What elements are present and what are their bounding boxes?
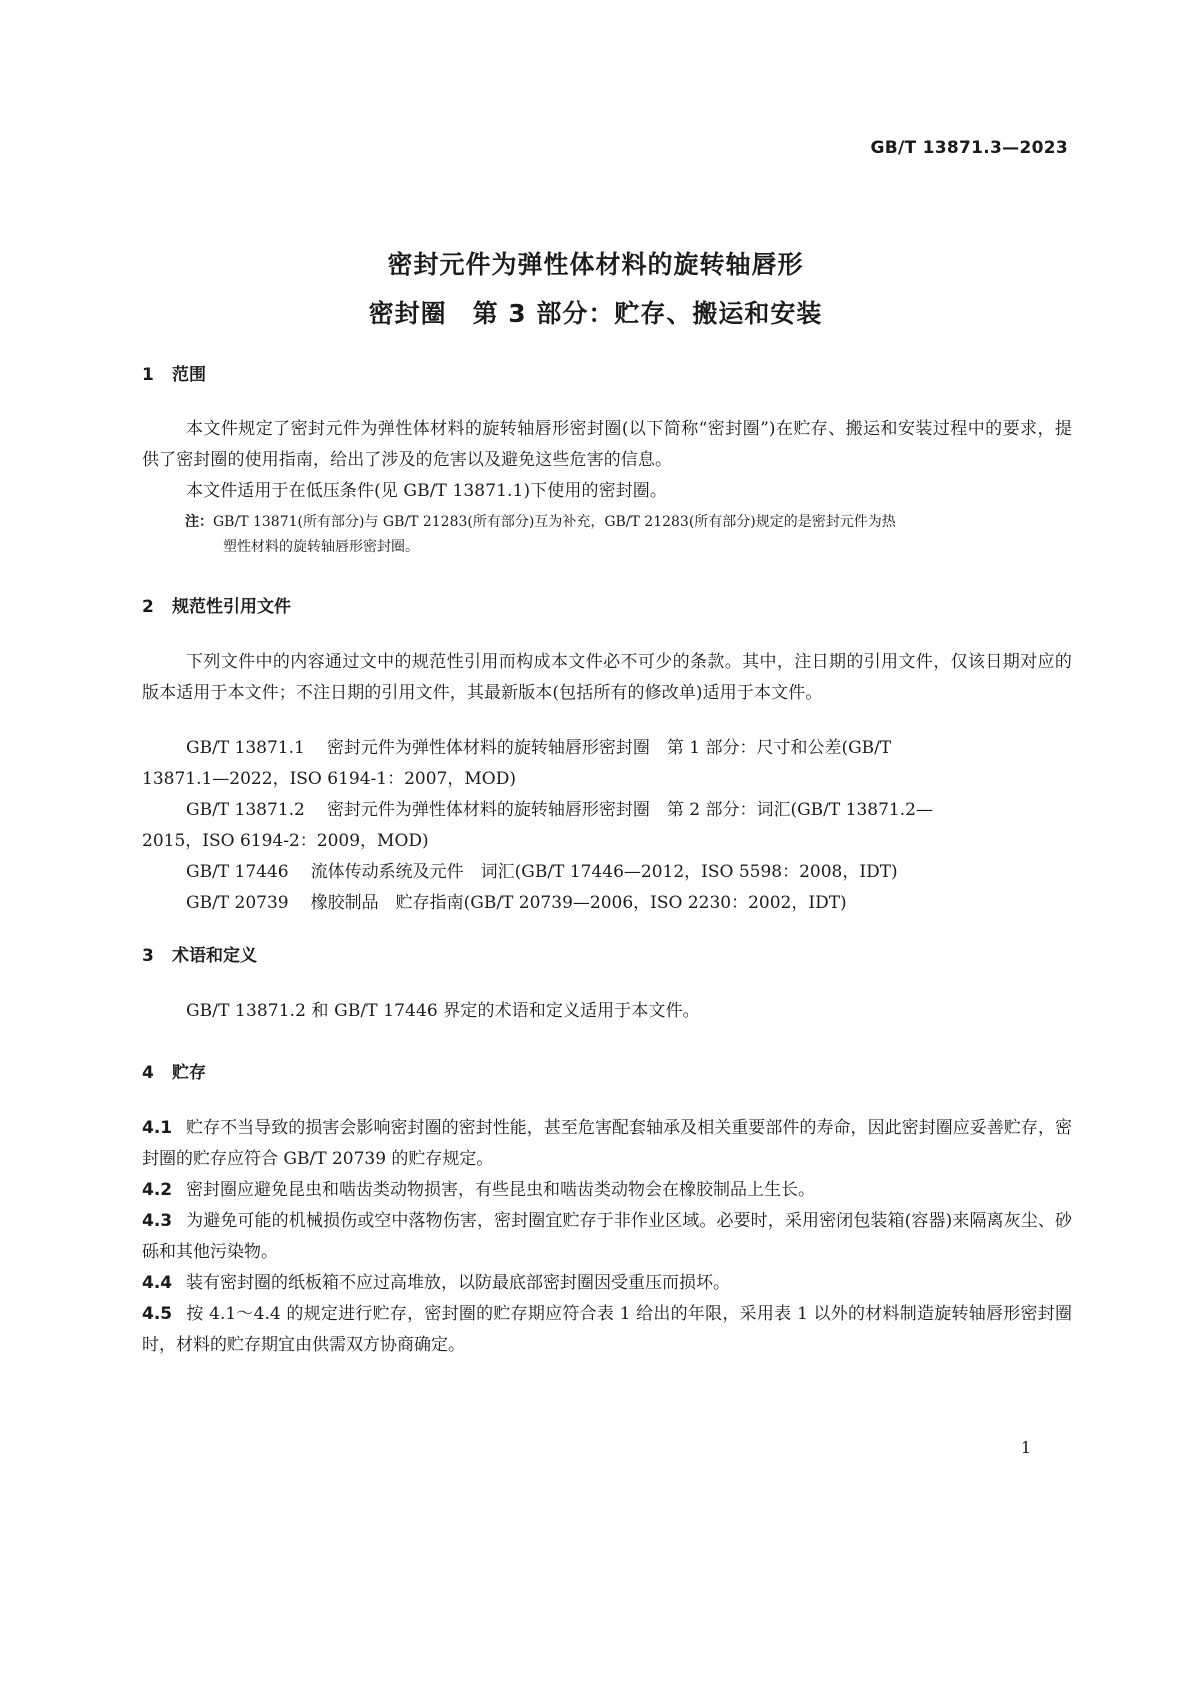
scope-paragraph-1: 本文件规定了密封元件为弹性体材料的旋转轴唇形密封圈(以下简称“密封圈”)在贮存、搬运和安装过程中的要求，提供了密封圈的使用指南，给出了涉及的危害以及避免这些危害的信息。 [142, 419, 1072, 470]
reference-code: GB/T 20739 [186, 893, 289, 913]
clause-number: 4.5 [142, 1304, 173, 1324]
section-title: 范围 [172, 365, 206, 385]
note-line-2: 塑性材料的旋转轴唇形密封圈。 [223, 539, 419, 555]
title-line-1: 密封元件为弹性体材料的旋转轴唇形 [387, 250, 804, 279]
reference-continuation: 13871.1—2022，ISO 6194-1：2007，MOD) [142, 769, 516, 789]
page-number: 1 [1020, 1438, 1031, 1457]
reference-title: 橡胶制品 贮存指南(GB/T 20739—2006，ISO 2230：2002，IDT) [310, 893, 847, 913]
clause-text: 为避免可能的机械损伤或空中落物伤害，密封圈宜贮存于非作业区域。必要时，采用密闭包装箱(容器)来隔离灰尘、砂砾和其他污染物。 [142, 1211, 1072, 1262]
section-number: 3 [142, 946, 154, 966]
reference-code: GB/T 17446 [186, 862, 289, 882]
clause-4-2 [142, 1175, 1072, 1206]
reference-item [142, 888, 1072, 919]
terms-paragraph: GB/T 13871.2 和 GB/T 17446 界定的术语和定义适用于本文件。 [186, 1001, 700, 1021]
clause-number: 4.4 [142, 1273, 173, 1293]
reference-item [142, 733, 1072, 795]
references-intro: 下列文件中的内容通过文中的规范性引用而构成本文件必不可少的条款。其中，注日期的引用文件，仅该日期对应的版本适用于本文件；不注日期的引用文件，其最新版本(包括所有的修改单)适用于本文件。 [142, 652, 1072, 703]
clause-4-3 [142, 1206, 1072, 1268]
title-line-2: 密封圈 第 3 部分：贮存、搬运和安装 [368, 299, 823, 328]
section-heading-terms [142, 941, 257, 966]
note-label: 注： [185, 514, 213, 530]
reference-item [142, 857, 1072, 888]
section-title: 规范性引用文件 [172, 597, 291, 617]
clause-4-4 [142, 1268, 1072, 1299]
clause-number: 4.2 [142, 1180, 173, 1200]
scope-note [185, 510, 1072, 560]
reference-code: GB/T 13871.2 [186, 800, 305, 820]
clause-text: 密封圈应避免昆虫和啮齿类动物损害，有些昆虫和啮齿类动物会在橡胶制品上生长。 [186, 1180, 815, 1200]
section-title: 术语和定义 [172, 946, 257, 966]
reference-code: GB/T 13871.1 [186, 738, 305, 758]
note-line-1: GB/T 13871(所有部分)与 GB/T 21283(所有部分)互为补充，GB/T 21283(所有部分)规定的是密封元件为热 [213, 514, 896, 530]
clause-text: 按 4.1～4.4 的规定进行贮存，密封圈的贮存期应符合表 1 给出的年限，采用表 1 以外的材料制造旋转轴唇形密封圈时，材料的贮存期宜由供需双方协商确定。 [142, 1304, 1072, 1355]
section-number: 4 [142, 1063, 154, 1083]
section-number: 1 [142, 365, 154, 385]
section-heading-scope [142, 360, 206, 385]
reference-item [142, 795, 1072, 857]
clause-4-5 [142, 1299, 1072, 1361]
reference-title: 密封元件为弹性体材料的旋转轴唇形密封圈 第 2 部分：词汇(GB/T 13871.2— [326, 800, 933, 820]
document-title [0, 240, 1191, 338]
clause-number: 4.3 [142, 1211, 173, 1231]
clause-text: 装有密封圈的纸板箱不应过高堆放，以防最底部密封圈因受重压而损坏。 [186, 1273, 730, 1293]
standard-code: GB/T 13871.3—2023 [870, 138, 1068, 158]
reference-title: 密封元件为弹性体材料的旋转轴唇形密封圈 第 1 部分：尺寸和公差(GB/T [326, 738, 892, 758]
reference-title: 流体传动系统及元件 词汇(GB/T 17446—2012，ISO 5598：2008，IDT) [310, 862, 898, 882]
section-heading-storage [142, 1058, 206, 1083]
clause-text: 贮存不当导致的损害会影响密封圈的密封性能，甚至危害配套轴承及相关重要部件的寿命，因此密封圈应妥善贮存，密封圈的贮存应符合 GB/T 20739 的贮存规定。 [142, 1118, 1072, 1169]
scope-paragraph-2: 本文件适用于在低压条件(见 GB/T 13871.1)下使用的密封圈。 [186, 481, 668, 501]
reference-continuation: 2015，ISO 6194-2：2009，MOD) [142, 831, 429, 851]
section-heading-references [142, 592, 291, 617]
clause-number: 4.1 [142, 1118, 173, 1138]
section-title: 贮存 [172, 1063, 206, 1083]
section-number: 2 [142, 597, 154, 617]
clause-4-1 [142, 1113, 1072, 1175]
